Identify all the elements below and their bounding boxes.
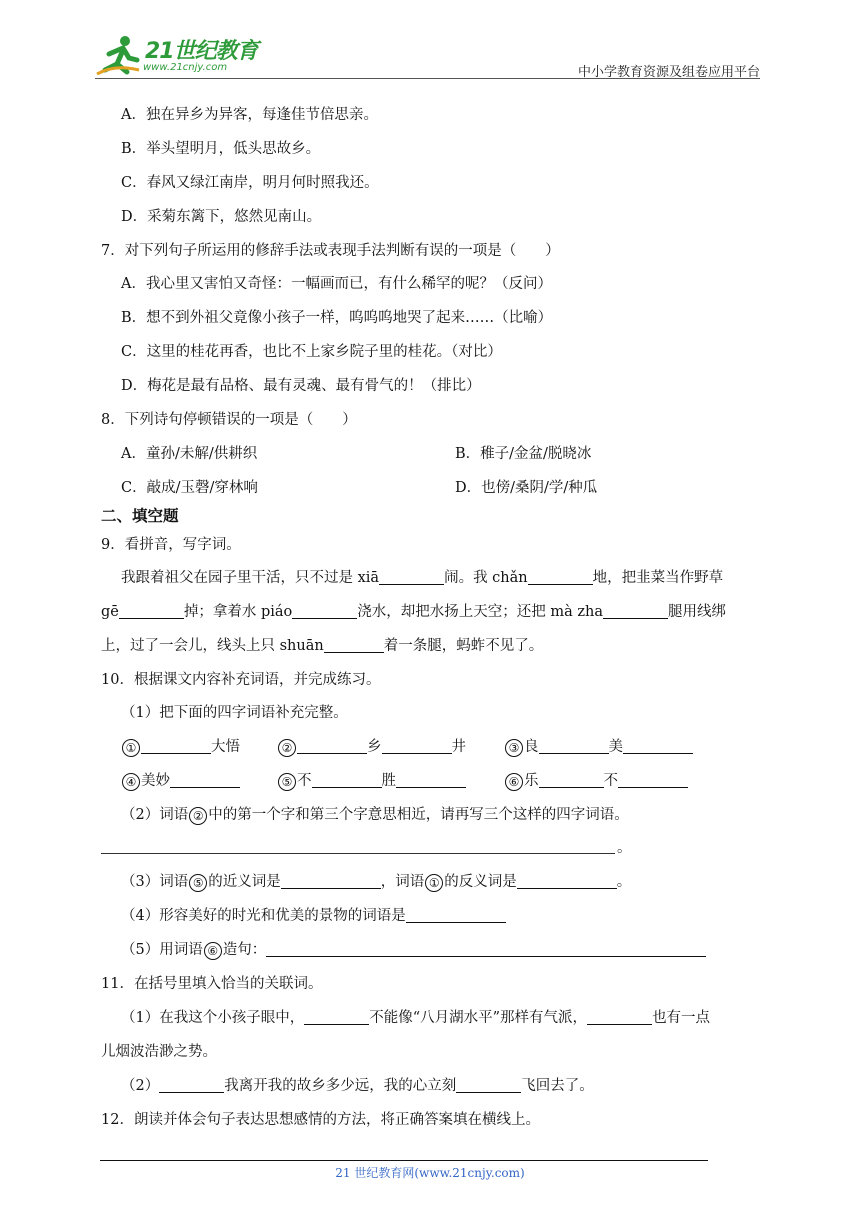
answer-blank[interactable] <box>292 603 357 619</box>
q10-part-4: （4）形容美好的时光和优美的景物的词语是 <box>121 906 506 926</box>
q10-part-2: （2）词语 ② 中的第一个字和第三个字意思相近，请再写三个这样的四字词语。 <box>121 807 629 823</box>
q10-part-3: （3）词语 ⑤ 的近义词是 ，词语 ① 的反义词是 。 <box>121 874 632 890</box>
q7-stem: 7．对下列句子所运用的修辞手法或表现手法判断有误的一项是（ ） <box>101 243 560 259</box>
answer-blank[interactable] <box>618 772 688 788</box>
answer-blank[interactable] <box>266 941 706 957</box>
answer-blank[interactable] <box>281 873 381 889</box>
page-footer: 21 世纪教育网(www.21cnjy.com) <box>335 1166 525 1180</box>
platform-title: 中小学教育资源及组卷应用平台 <box>577 65 760 80</box>
answer-blank[interactable] <box>623 738 693 754</box>
q10-word-6: ⑥ 乐 不 <box>504 771 688 791</box>
q9-line-1: 我跟着祖父在园子里干活，只不过是 xiā 闹。我 chǎn 地，把韭菜当作野草 <box>121 570 724 586</box>
q10-stem: 10．根据课文内容补充词语，并完成练习。 <box>101 672 381 688</box>
answer-blank[interactable] <box>304 1009 369 1025</box>
section-heading: 二、填空题 <box>101 507 179 525</box>
q9-line-2: gē 掉；拿着水 piáo 浇水，却把水扬上天空；还把 mà zha 腿用线绑 <box>101 604 727 620</box>
q11-part-2: （2） 我离开我的故乡多少远，我的心立刻 飞回去了。 <box>121 1078 594 1094</box>
answer-blank[interactable] <box>587 1009 652 1025</box>
q8-option-d: D．也傍/桑阴/学/种瓜 <box>455 480 598 496</box>
answer-blank[interactable] <box>456 1077 521 1093</box>
q11-part-1-cont: 儿烟波浩渺之势。 <box>101 1044 217 1060</box>
q10-part-5: （5）用词语 ⑥ 造句： <box>121 940 706 960</box>
answer-blank[interactable] <box>406 907 506 923</box>
answer-blank[interactable] <box>141 738 211 754</box>
q6-option-a: A．独在异乡为异客，每逢佳节倍思亲。 <box>121 107 378 123</box>
answer-blank[interactable] <box>528 569 593 585</box>
answer-blank[interactable] <box>517 873 617 889</box>
q10-part-1: （1）把下面的四字词语补充完整。 <box>121 705 348 721</box>
q9-stem: 9．看拼音，写字词。 <box>101 537 241 553</box>
q7-option-d: D．梅花是最有品格、最有灵魂、最有骨气的！（排比） <box>121 378 481 394</box>
footer-divider <box>100 1160 708 1161</box>
q11-stem: 11．在括号里填入恰当的关联词。 <box>101 976 323 992</box>
q7-option-a: A．我心里又害怕又奇怪：一幅画而已，有什么稀罕的呢？（反问） <box>121 276 552 292</box>
q8-option-b: B．稚子/金盆/脱晓冰 <box>455 446 592 462</box>
answer-blank[interactable] <box>324 637 384 653</box>
q6-option-b: B．举头望明月，低头思故乡。 <box>121 141 321 157</box>
q10-words-row-1: ① 大悟 <box>121 737 240 757</box>
q10-words-row-2: ④ 美妙 <box>121 771 240 791</box>
q7-option-b: B．想不到外祖父竟像小孩子一样，呜呜呜地哭了起来……（比喻） <box>121 310 553 326</box>
q10-word-3: ③ 良 美 <box>504 737 693 757</box>
answer-blank[interactable] <box>539 738 609 754</box>
answer-blank[interactable] <box>312 772 382 788</box>
q8-stem: 8．下列诗句停顿错误的一项是（ ） <box>101 412 357 428</box>
q6-option-c: C．春风又绿江南岸，明月何时照我还。 <box>121 175 379 191</box>
answer-line[interactable] <box>101 853 615 854</box>
q9-line-3: 上，过了一会儿，线头上只 shuān 着一条腿，蚂蚱不见了。 <box>101 638 544 654</box>
page-header <box>95 30 760 78</box>
q10-word-5: ⑤ 不 胜 <box>277 771 466 791</box>
runner-logo-icon <box>95 34 141 76</box>
q6-option-d: D．采菊东篱下，悠然见南山。 <box>121 209 322 225</box>
answer-blank[interactable] <box>382 738 452 754</box>
answer-blank[interactable] <box>603 603 668 619</box>
answer-blank[interactable] <box>159 1077 224 1093</box>
site-logo <box>95 34 265 78</box>
q12-stem: 12．朗读并体会句子表达思想感情的方法，将正确答案填在横线上。 <box>101 1112 540 1128</box>
answer-blank[interactable] <box>539 772 604 788</box>
q11-part-1: （1）在我这个小孩子眼中， 不能像“八月湖水平”那样有气派， 也有一点 <box>121 1010 711 1026</box>
q10-word-2: ② 乡 井 <box>277 737 466 757</box>
header-divider <box>95 78 760 79</box>
q8-option-a: A．童孙/未解/供耕织 <box>121 446 258 462</box>
q10-part-2-end: 。 <box>617 840 632 856</box>
answer-blank[interactable] <box>297 738 367 754</box>
answer-blank[interactable] <box>170 772 240 788</box>
q7-option-c: C．这里的桂花再香，也比不上家乡院子里的桂花。（对比） <box>121 344 502 360</box>
logo-text: 21世纪教育 <box>145 39 258 64</box>
answer-blank[interactable] <box>396 772 466 788</box>
answer-blank[interactable] <box>119 603 184 619</box>
answer-blank[interactable] <box>379 569 444 585</box>
q8-option-c: C．敲成/玉磬/穿林响 <box>121 480 258 496</box>
logo-url: www.21cnjy.com <box>143 62 228 73</box>
